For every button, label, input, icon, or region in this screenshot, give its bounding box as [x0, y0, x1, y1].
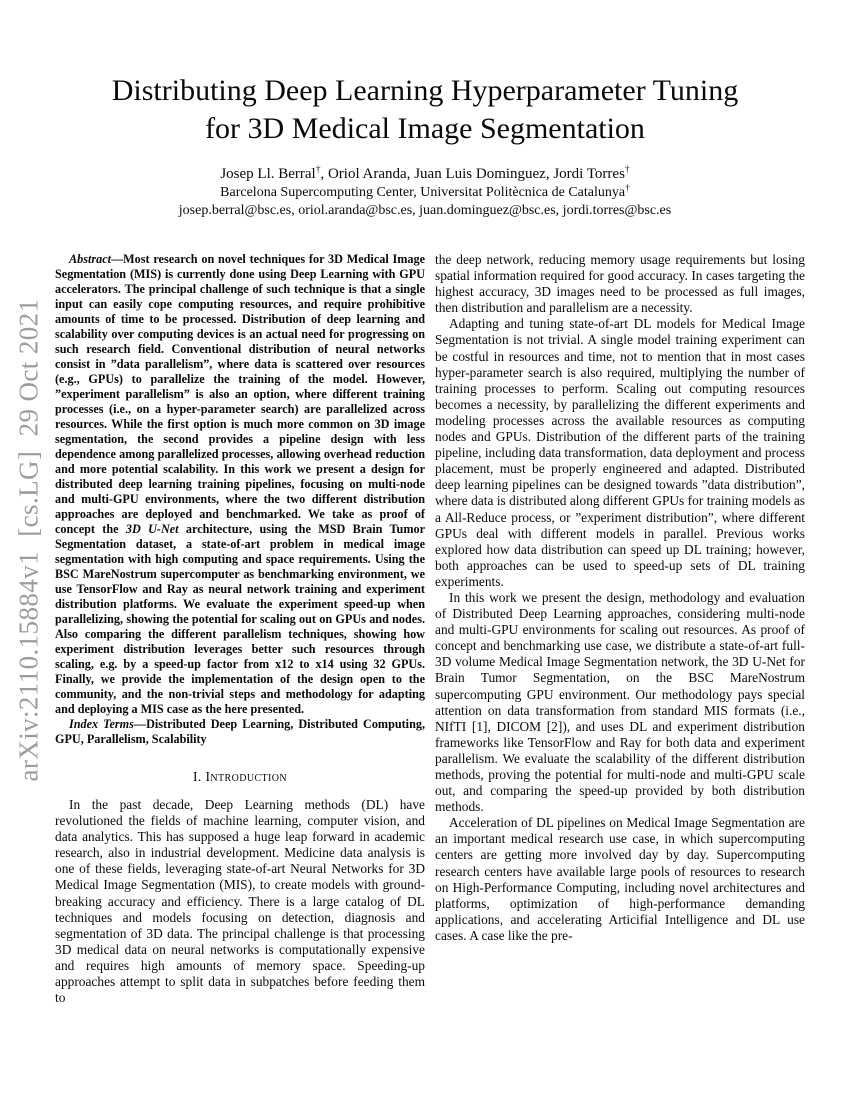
paper-title	[0, 72, 850, 148]
intro-paragraph-3: In this work we present the design, methodology and evaluation of Distributed Deep Learning approaches, considering multi-node and multi-GPU environments for scaling out resources. As proof of concept and benchmarking use case, we distribute a state-of-art full-3D volume Medical Image Segmentation network, the 3D U-Net for Brain Tumor Segmentation, on the BSC MareNostrum supercomputing GPU environment. Our methodology pays special attention on data transformation from standard MIS formats (i.e., NIfTI [1], DICOM [2]), and uses DL and experiment distribution frameworks like TensorFlow and Ray for both data and experiment parallelism. We evaluate the scalability of the different distribution methods, proving the potential for multi-node and multi-GPU scale out, and comparing the speed-up provided by both distribution methods.	[435, 589, 805, 815]
abstract-paragraph	[55, 252, 425, 717]
abstract-emphasis-3d-unet: 3D U-Net	[125, 522, 179, 536]
author-names-part-1: Josep Ll. Berral	[220, 166, 316, 182]
intro-paragraph-2: Adapting and tuning state-of-art DL models for Medical Image Segmentation is not trivial. A single model training experiment can be costful in resources and time, not to mention that in most cases hyper-parameter search is also required, multiplying the number of training processes to perform. Scaling out computing resources becomes a necessity, by parallelizing the different experiments and modeling processes across the available resources as computing nodes and GPUs. Distribution of the different parts of the training pipeline, including data transformation, data deployment and process placement, must be properly engineered and adapted. Distributed deep learning pipelines can be designed towards ”data distribution”, where data is distributed along different GPUs for training models as a All-Reduce process, or ”experiment distribution”, where different GPUs deal with different models in parallel. Previous works explored how data distribution can speed up DL training; however, both approaches can be used to speed-up sets of DL training experiments.	[435, 316, 805, 589]
affiliation-dagger: †	[625, 183, 630, 194]
intro-paragraph-1-continued: the deep network, reducing memory usage requirements but losing spatial information required for good accuracy. In cases targeting the highest accuracy, 3D images need to be processed as full images, then distribution and parallelism are a necessity.	[435, 252, 805, 316]
intro-paragraph-4: Acceleration of DL pipelines on Medical Image Segmentation are an important medical research use case, in which supercomputing centers are getting more involved day by day. Supercomputing research centers have available large pools of resources to research on High-Performance Computing, including novel architectures and platforms, optimization of high-performance demanding applications, and accelerating Articifial Intelligence and DL use cases. A case like the pre-	[435, 815, 805, 943]
index-terms-paragraph	[55, 717, 425, 747]
paper-title-line-1: Distributing Deep Learning Hyperparameter Tuning	[111, 74, 739, 107]
right-column	[435, 252, 805, 944]
index-terms-label: Index Terms	[69, 717, 134, 731]
author-names-part-2: , Oriol Aranda, Juan Luis Dominguez, Jordi Torres	[320, 166, 625, 182]
abstract-text-part-2: architecture, using the MSD Brain Tumor Segmentation dataset, a state-of-art problem in medical image segmentation with high computing and space requirements. Using the BSC MareNostrum supercomputer as benchmarking environment, we use TensorFlow and Ray as neural network training and experiment distribution platforms. We evaluate the experiment speed-up when parallelizing, showing the potential for scaling out on GPUs and nodes. Also comparing the different parallelism techniques, showing how experiment distribution leverages better such resources through scaling, e.g. by a speed-up factor from x12 to x14 using 32 GPUs. Finally, we provide the implementation of the design open to the community, and the non-trivial steps and methodology for adapting and deploying a MIS case as the here presented.	[55, 522, 425, 716]
author-line	[0, 165, 850, 184]
section-heading-introduction: I. Introduction	[192, 769, 288, 784]
arxiv-stamp: arXiv:2110.15884v1 [cs.LG] 29 Oct 2021	[13, 298, 44, 782]
abstract-label: Abstract	[69, 252, 111, 266]
abstract-text-part-1: —Most research on novel techniques for 3D Medical Image Segmentation (MIS) is currently done using Deep Learning with GPU accelerators. The principal challenge of such technique is that a single input can easily cope computing resources, and require prohibitive amounts of time to be processed. Distribution of deep learning and scalability over computing devices is an actual need for progressing on such research field. Conventional distribution of neural networks consist in ”data parallelism”, where data is scattered over resources (e.g., GPUs) to parallelize the training of the model. However, ”experiment parallelism” is also an option, where different training processes (i.e., on a hyper-parameter search) are parallelized across resources. While the first option is much more common on 3D image segmentation, the second provides a pipeline design with less dependence among parallelized processes, allowing overhead reduction and more potential scalability. In this work we present a design for distributed deep learning training pipelines, focusing on multi-node and multi-GPU environments, where the two different distribution approaches are deployed and benchmarked. We take as proof of concept the	[55, 252, 425, 536]
index-terms-text: —Distributed Deep Learning, Distributed Computing, GPU, Parallelism, Scalability	[55, 717, 425, 746]
author-dagger-2: †	[624, 165, 630, 175]
affiliation-line	[0, 184, 850, 202]
paper-title-line-2: for 3D Medical Image Segmentation	[205, 112, 645, 145]
author-dagger-1: †	[315, 165, 321, 175]
affiliation-text: Barcelona Supercomputing Center, Universitat Politècnica de Catalunya	[220, 185, 626, 200]
email-line: josep.berral@bsc.es, oriol.aranda@bsc.es, juan.dominguez@bsc.es, jordi.torres@bsc.es	[178, 203, 672, 218]
page-header	[0, 72, 850, 220]
intro-paragraph-1: In the past decade, Deep Learning methods (DL) have revolutioned the fields of machine learning, computer vision, and data analytics. This has supposed a huge leap forward in academic research, also in industrial development. Medicine data analysis is one of these fields, leveraging state-of-art Neural Networks for 3D Medical Image Segmentation (MIS), to create models with ground-breaking accuracy and efficiency. There is a large catalog of DL techniques and models focusing on detection, diagnosis and segmentation of 3D data. The principal challenge is that processing 3D medical data on neural networks is computationally expensive and requires high amounts of memory space. Speeding-up approaches attempt to split data in subpatches before feeding them to	[55, 797, 425, 1006]
left-column	[55, 252, 425, 1006]
